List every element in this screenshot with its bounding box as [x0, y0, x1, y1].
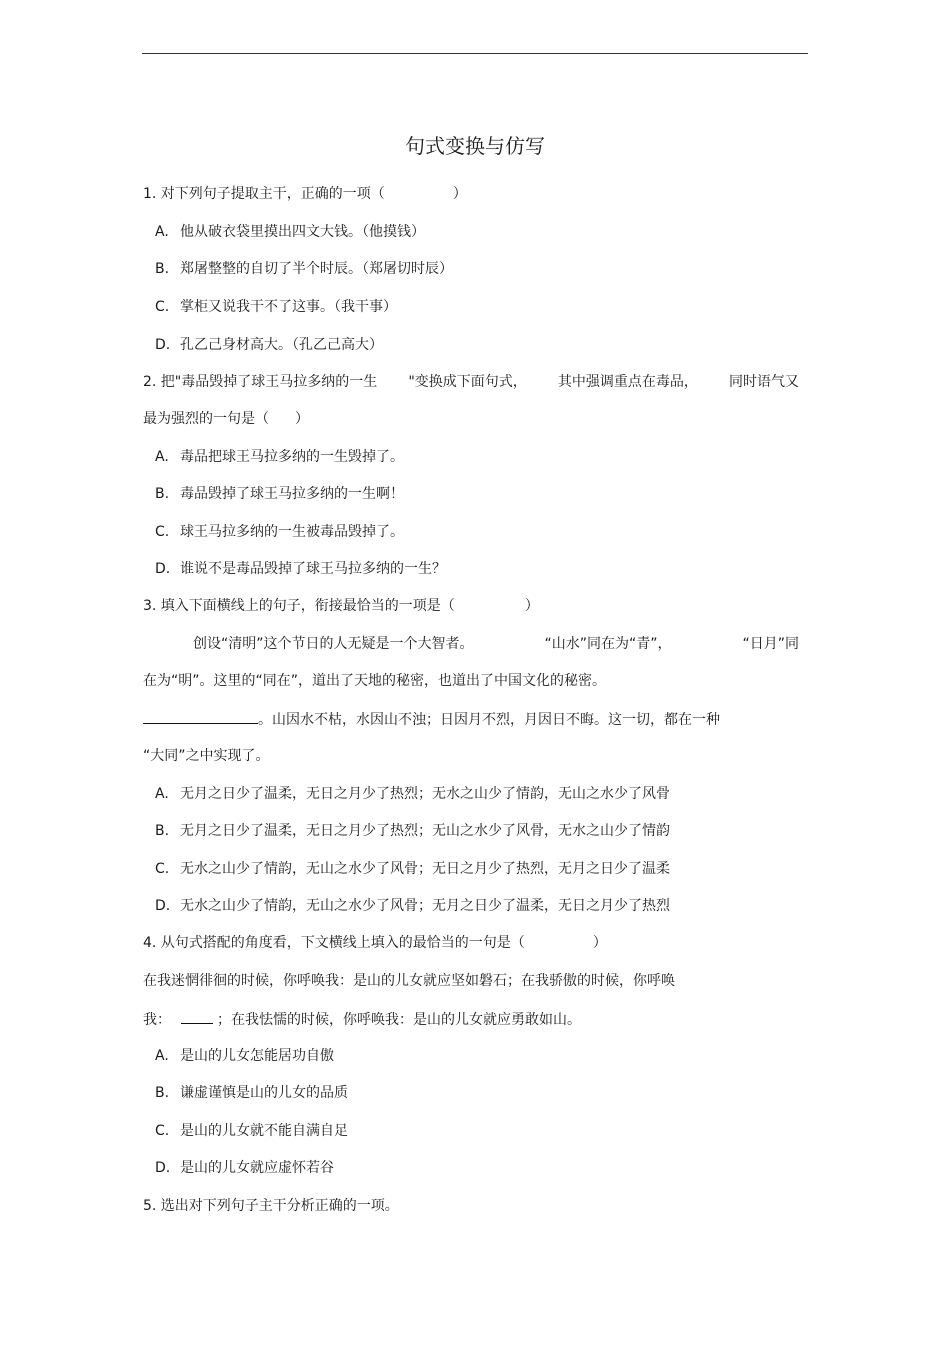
passage-text: “日月”同: [742, 636, 799, 652]
option-text: 是山的儿女就应虚怀若谷: [180, 1160, 334, 1176]
question-3-text: 3. 填入下面横线上的句子，衔接最恰当的一项是（: [143, 598, 455, 614]
option-text: 孔乙己身材高大。（孔乙己高大）: [180, 337, 383, 353]
q3-passage-line4: “大同”之中实现了。: [143, 748, 270, 764]
q4-option-a: [155, 1047, 334, 1065]
option-letter: D.: [155, 1160, 171, 1176]
option-text: 毒品把球王马拉多纳的一生毁掉了。: [180, 449, 404, 465]
q4-passage-line2: [143, 1010, 581, 1029]
passage-text: 创设“清明”这个节日的人无疑是一个大智者。: [193, 636, 474, 652]
q4-option-d: [155, 1159, 334, 1177]
passage-text: 我：: [143, 1012, 171, 1028]
question-4-stem: [143, 934, 607, 952]
option-letter: C.: [155, 1123, 170, 1139]
q1-option-a: [155, 223, 425, 241]
passage-text: “山水”同在为“青”，: [544, 636, 672, 652]
option-text: 谁说不是毒品毁掉了球王马拉多纳的一生？: [180, 561, 446, 577]
q4-option-b: [155, 1084, 348, 1102]
q1-option-d: [155, 336, 383, 354]
option-text: 谦虚谨慎是山的儿女的品质: [180, 1085, 348, 1101]
option-letter: A.: [155, 1048, 169, 1064]
question-4-text: 4. 从句式搭配的角度看，下文横线上填入的最恰当的一句是（: [143, 935, 525, 951]
q2-option-c: [155, 523, 404, 541]
option-text: 郑屠整整的自切了半个时辰。（郑屠切时辰）: [180, 261, 453, 277]
q4-passage-line1: 在我迷惘徘徊的时候，你呼唤我：是山的儿女就应坚如磐石；在我骄傲的时候，你呼唤: [143, 973, 675, 989]
option-text: 他从破衣袋里摸出四文大钱。（他摸钱）: [180, 224, 425, 240]
q2-option-d: [155, 560, 446, 578]
option-text: 球王马拉多纳的一生被毒品毁掉了。: [180, 524, 404, 540]
header-rule: [142, 53, 808, 54]
option-letter: A.: [155, 224, 169, 240]
option-letter: B.: [155, 486, 170, 502]
question-5-stem: 5. 选出对下列句子主干分析正确的一项。: [143, 1198, 399, 1214]
q2-option-b: [155, 485, 404, 503]
option-letter: C.: [155, 861, 170, 877]
question-2-stem-line2: [143, 410, 309, 428]
question-2-text-part: 同时语气又: [728, 374, 799, 390]
option-letter: D.: [155, 561, 171, 577]
q3-option-a: [155, 785, 670, 803]
question-4-close: ）: [592, 935, 607, 951]
fill-blank-line: [181, 1010, 213, 1024]
option-text: 是山的儿女怎能居功自傲: [180, 1048, 334, 1064]
passage-text: 。山因水不枯，水因山不浊；日因月不烈，月因日不晦。这一切，都在一种: [258, 712, 720, 728]
option-text: 无水之山少了情韵，无山之水少了风骨；无日之月少了热烈，无月之日少了温柔: [180, 861, 670, 877]
q1-option-c: [155, 298, 397, 316]
q3-option-b: [155, 822, 670, 840]
fill-blank-line: [143, 710, 258, 724]
q1-option-b: [155, 260, 453, 278]
option-letter: D.: [155, 898, 171, 914]
q3-option-d: [155, 897, 670, 915]
question-2-text-part: "变换成下面句式，: [408, 374, 527, 390]
question-3-stem: [143, 597, 539, 615]
passage-text: ；在我怯懦的时候，你呼唤我：是山的儿女就应勇敢如山。: [217, 1012, 581, 1028]
option-text: 毒品毁掉了球王马拉多纳的一生啊！: [180, 486, 404, 502]
option-letter: D.: [155, 337, 171, 353]
option-letter: B.: [155, 261, 170, 277]
question-2-text: 最为强烈的一句是（: [143, 411, 269, 427]
q3-passage-line3: [143, 710, 720, 729]
question-2-stem: [143, 373, 799, 391]
question-2-text-part: 2. 把"毒品毁掉了球王马拉多纳的一生: [143, 374, 378, 390]
option-text: 无水之山少了情韵，无山之水少了风骨；无月之日少了温柔，无日之月少了热烈: [180, 898, 670, 914]
option-letter: B.: [155, 823, 170, 839]
q3-passage-line1: [193, 635, 799, 653]
question-1-close: ）: [452, 186, 467, 202]
option-text: 是山的儿女就不能自满自足: [180, 1123, 348, 1139]
option-text: 掌柜又说我干不了这事。（我干事）: [180, 299, 397, 315]
q3-option-c: [155, 860, 670, 878]
question-2-text-part: 其中强调重点在毒品，: [557, 374, 698, 390]
q3-passage-line2: 在为“明”。这里的“同在”，道出了天地的秘密，也道出了中国文化的秘密。: [143, 673, 607, 689]
option-text: 无月之日少了温柔，无日之月少了热烈；无山之水少了风骨，无水之山少了情韵: [180, 823, 670, 839]
q2-option-a: [155, 448, 404, 466]
question-2-close: ）: [295, 411, 309, 427]
option-letter: A.: [155, 449, 169, 465]
question-1-text: 1. 对下列句子提取主干，正确的一项（: [143, 186, 385, 202]
question-1-stem: [143, 185, 467, 203]
option-letter: A.: [155, 786, 169, 802]
option-text: 无月之日少了温柔，无日之月少了热烈；无水之山少了情韵，无山之水少了风骨: [180, 786, 670, 802]
question-3-close: ）: [524, 598, 539, 614]
page-title: 句式变换与仿写: [405, 134, 545, 158]
option-letter: C.: [155, 299, 170, 315]
q4-option-c: [155, 1122, 348, 1140]
option-letter: B.: [155, 1085, 170, 1101]
option-letter: C.: [155, 524, 170, 540]
